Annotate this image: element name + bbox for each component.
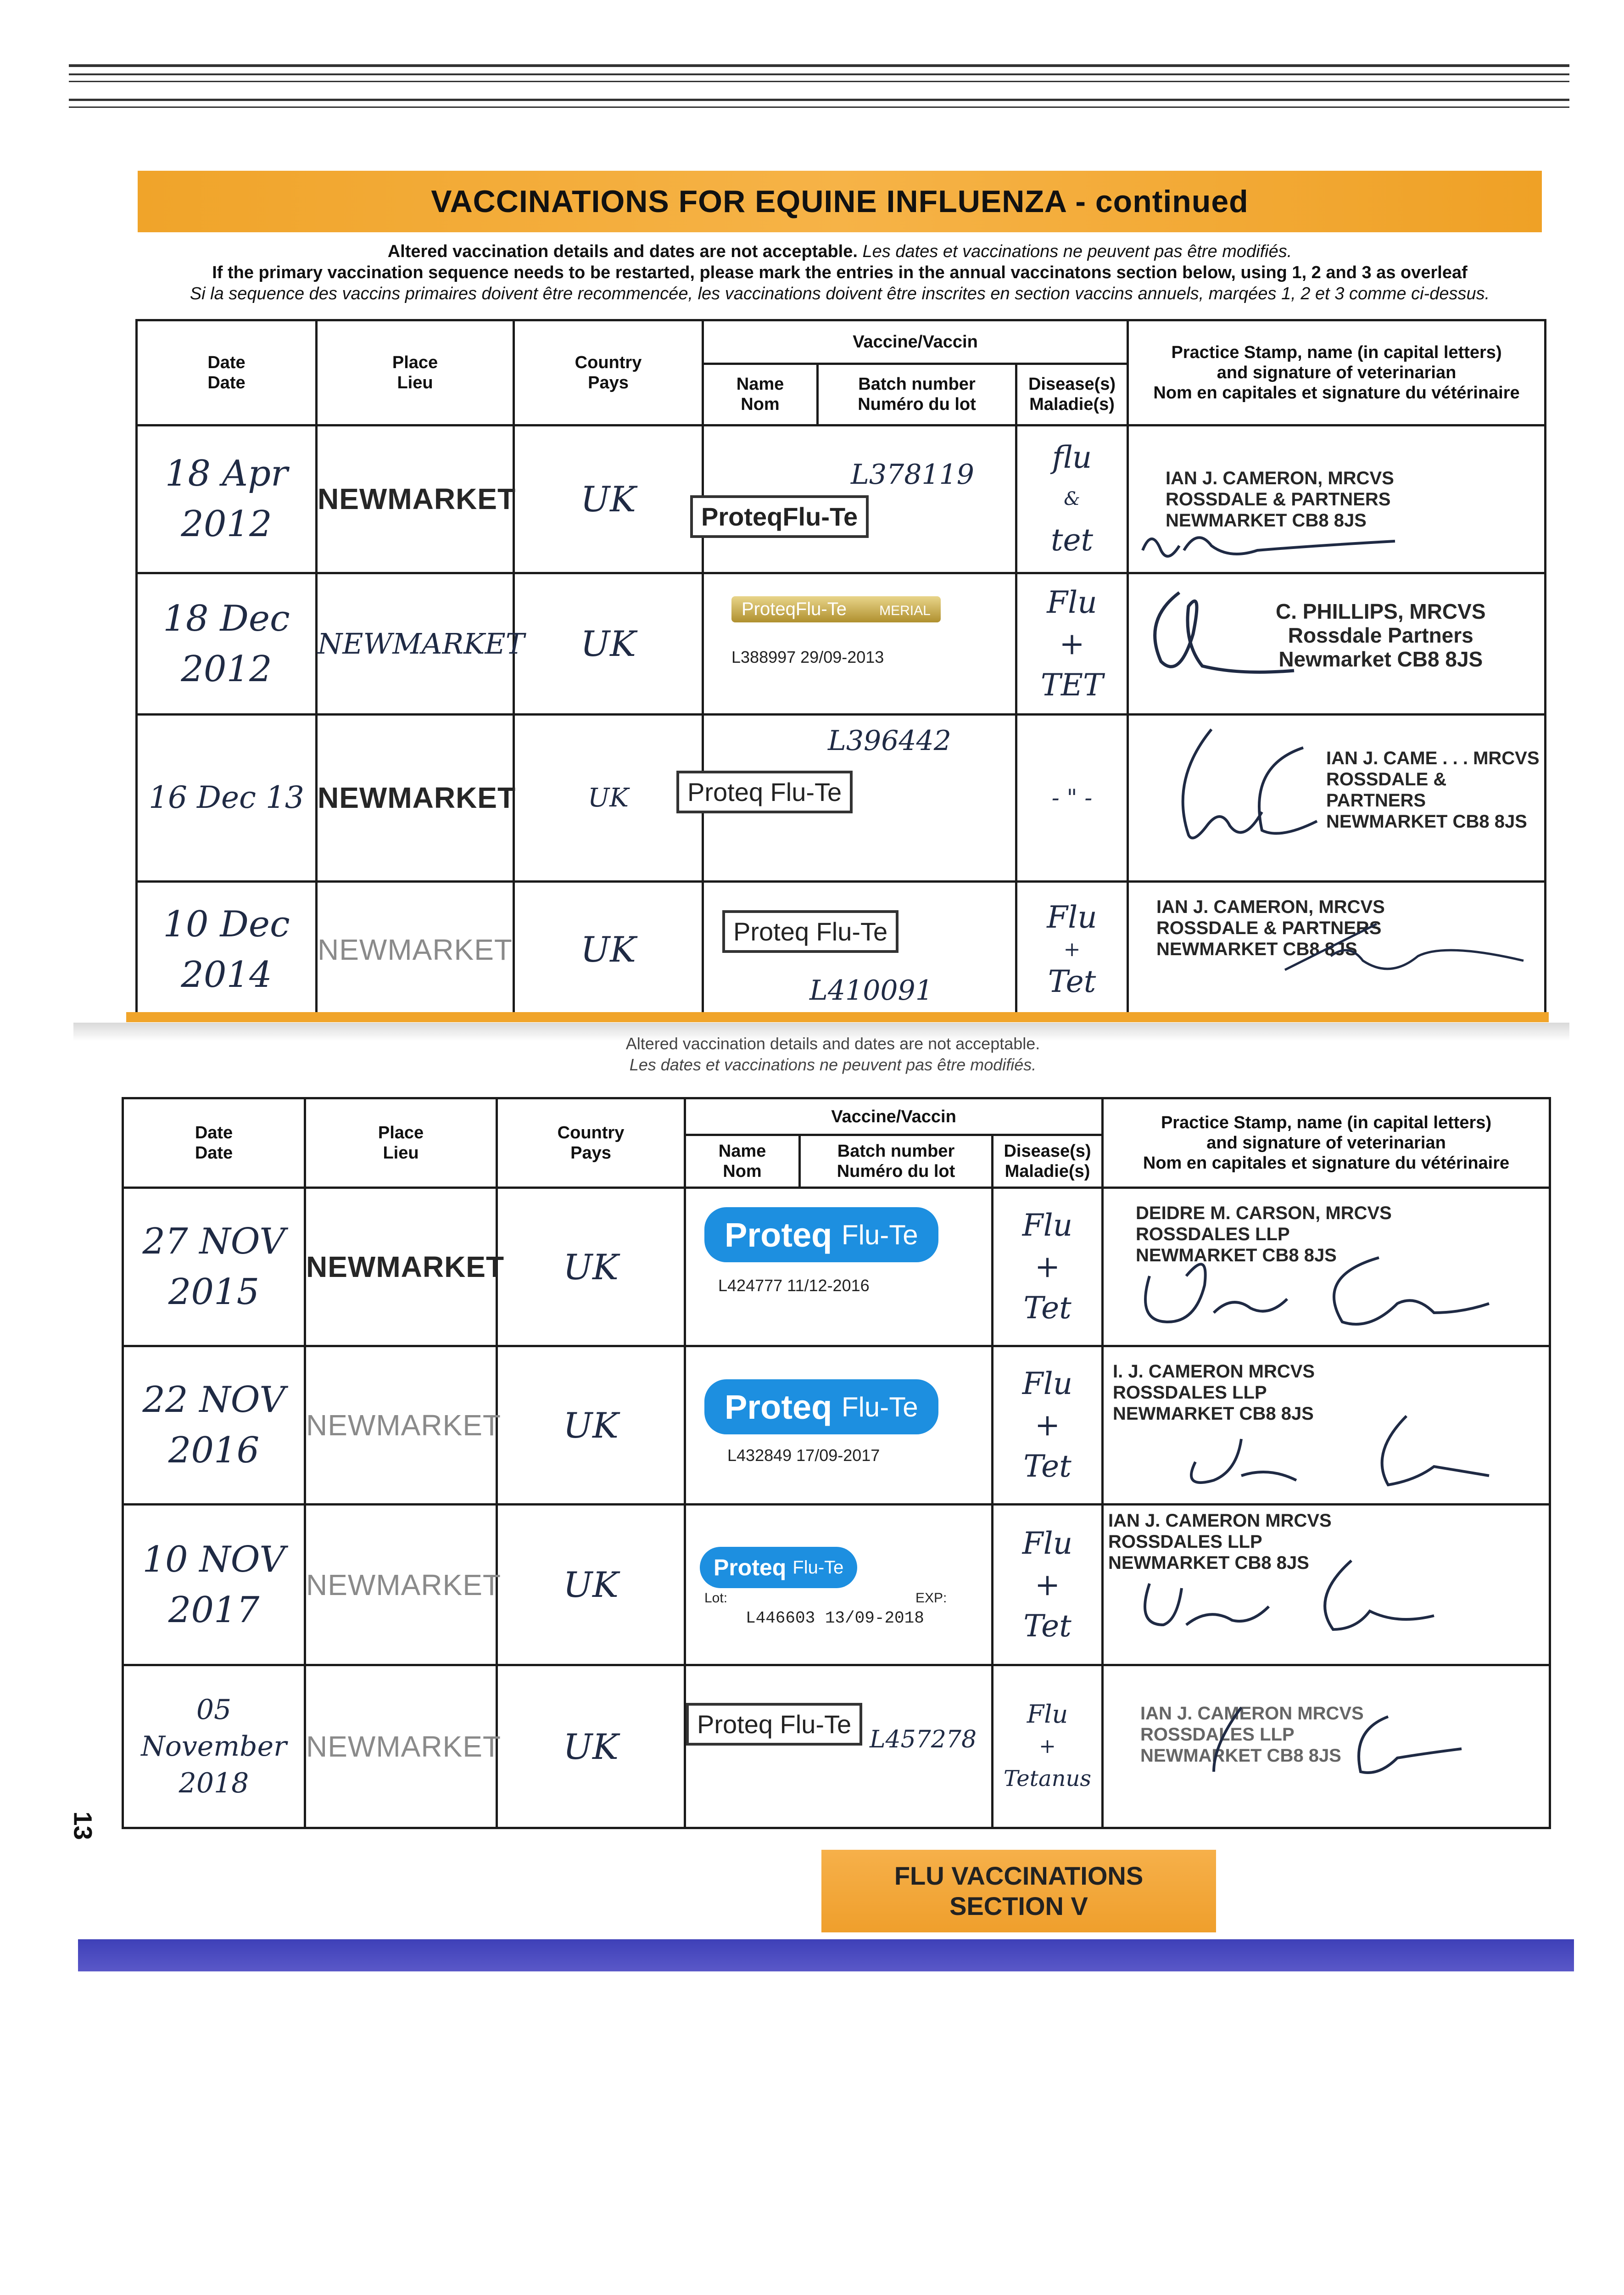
col-batch: Batch number Numéro du lot <box>800 1135 993 1188</box>
top-rule <box>69 81 1569 82</box>
vaccine-stamp: Proteq Flu-Te <box>676 771 853 813</box>
vaccine-label: Proteq Flu-Te <box>704 1379 938 1434</box>
table-row: 18 Dec 2012 NEWMARKET UK ProteqFlu-Te MERIAL L388997 29/09-2013 Flu + TET C. PHILLIPS, MRCVS Rossdale Partners Newmarket CB8 8JS <box>137 573 1546 714</box>
batch-number: L396442 <box>828 724 951 757</box>
page-title: VACCINATIONS FOR EQUINE INFLUENZA - continued <box>431 184 1249 219</box>
batch-number: L378119 <box>851 458 974 491</box>
vaccination-table-2 <box>122 1097 1551 1829</box>
col-name: Name Nom <box>685 1135 800 1188</box>
restart-note: If the primary vaccination sequence needs to be restarted, please mark the entries in the annual vaccinatons section below, using 1, 2 and 3 as overleaf <box>212 263 1468 282</box>
col-place: Place Lieu <box>317 320 514 425</box>
col-stamp: Practice Stamp, name (in capital letters) and signature of veterinarian Nom en capitales et signature du vétérinaire <box>1128 320 1546 425</box>
vet-signature <box>1113 1547 1526 1657</box>
table-row: 27 NOV 2015 NEWMARKET UK Proteq Flu-Te L424777 11/12-2016 Flu + Tet DEIDRE M. CARSON, MRCVS ROSSDALES LLP NEWMARKET CB8 8JS <box>123 1188 1550 1346</box>
purple-footer-bar <box>78 1939 1574 1971</box>
practice-stamp: IAN J. CAMERON MRCVS ROSSDALES LLP NEWMARKET CB8 8JS <box>1140 1703 1364 1766</box>
table-row: 05 November 2018 NEWMARKET UK Proteq Flu-Te L457278 Flu + Tetanus IAN J. CAMERON MRCVS ROSSDALES LLP NEWMARKET CB8 8JS <box>123 1665 1550 1828</box>
table-row: 16 Dec 13 NEWMARKET UK L396442 Proteq Flu-Te - " - IAN J. CAME . . . MRCVS ROSSDALE & PARTNERS NEWMARKET CB8 8JS <box>137 714 1546 881</box>
practice-stamp: IAN J. CAMERON, MRCVS ROSSDALE & PARTNERS NEWMARKET CB8 8JS <box>1156 896 1385 959</box>
table-row: 10 NOV 2017 NEWMARKET UK Proteq Flu-Te Lot: EXP: L446603 13/09-2018 Flu + Tet IAN J. CAMERON MRCVS ROSSDALES LLP NEWMARKET CB8 8JS <box>123 1505 1550 1665</box>
exp-label: EXP: <box>915 1590 947 1606</box>
page-number: 13 <box>68 1811 98 1840</box>
vet-signature <box>1267 901 1537 993</box>
vaccine-stamp: Proteq Flu-Te <box>722 910 899 953</box>
top-rule <box>69 99 1569 101</box>
top-rule <box>69 106 1569 108</box>
practice-stamp: DEIDRE M. CARSON, MRCVS ROSSDALES LLP NEWMARKET CB8 8JS <box>1136 1203 1392 1265</box>
col-vaccine: Vaccine/Vaccin <box>703 320 1128 364</box>
overlap-strip <box>126 1012 1549 1022</box>
vaccine-label: Proteq Flu-Te <box>704 1207 938 1262</box>
vaccination-table-1 <box>135 319 1546 1019</box>
col-vaccine: Vaccine/Vaccin <box>685 1098 1103 1135</box>
col-date: Date Date <box>123 1098 305 1188</box>
practice-stamp: IAN J. CAME . . . MRCVS ROSSDALE & PARTNERS NEWMARKET CB8 8JS <box>1326 748 1540 832</box>
batch-number: L410091 <box>809 974 933 1007</box>
col-batch: Batch number Numéro du lot <box>818 364 1016 425</box>
practice-stamp: C. PHILLIPS, MRCVS Rossdale Partners Newmarket CB8 8JS <box>1276 599 1486 672</box>
batch-label: L446603 13/09-2018 <box>746 1609 924 1628</box>
table-row: 18 Apr 2012 NEWMARKET UK L378119 ProteqFlu-Te flu & tet IAN J. CAMERON, MRCVS ROSSDALE & PARTNERS NEWMARKET CB8 8JS <box>137 425 1546 573</box>
lot-label: Lot: <box>704 1590 728 1606</box>
col-stamp: Practice Stamp, name (in capital letters) and signature of veterinarian Nom en capitales et signature du vétérinaire <box>1103 1098 1550 1188</box>
vaccine-label: Proteq Flu-Te <box>700 1547 857 1588</box>
vet-signature <box>1150 1398 1540 1499</box>
section-footer-box: FLU VACCINATIONS SECTION V <box>821 1850 1216 1932</box>
col-country: Country Pays <box>497 1098 685 1188</box>
practice-stamp: IAN J. CAMERON MRCVS ROSSDALES LLP NEWMARKET CB8 8JS <box>1108 1511 1332 1573</box>
vet-signature <box>1133 523 1501 573</box>
col-date: Date Date <box>137 320 317 425</box>
alteration-note: Altered vaccination details and dates are not acceptable. Les dates et vaccinations ne peuvent pas être modifiés. <box>387 242 1292 261</box>
vet-signature <box>1122 1226 1535 1345</box>
vet-signature <box>1159 1689 1535 1790</box>
mid-note: Altered vaccination details and dates are not acceptable. <box>625 1034 1040 1053</box>
col-disease: Disease(s) Maladie(s) <box>993 1135 1103 1188</box>
practice-stamp: IAN J. CAMERON, MRCVS ROSSDALE & PARTNERS NEWMARKET CB8 8JS <box>1166 468 1394 531</box>
table-row: 10 Dec 2014 NEWMARKET UK Proteq Flu-Te L410091 Flu + Tet IAN J. CAMERON, MRCVS ROSSDALE & PARTNERS NEWMARKET CB8 8JS <box>137 881 1546 1018</box>
section-title-banner <box>138 171 1542 232</box>
top-rule <box>69 64 1569 67</box>
mid-note-fr: Les dates et vaccinations ne peuvent pas être modifiés. <box>629 1055 1037 1074</box>
batch-number: L457278 <box>870 1726 977 1753</box>
table-row: 22 NOV 2016 NEWMARKET UK Proteq Flu-Te L432849 17/09-2017 Flu + Tet I. J. CAMERON MRCVS ROSSDALES LLP NEWMARKET CB8 8JS <box>123 1346 1550 1505</box>
batch-label: L432849 17/09-2017 <box>727 1446 880 1465</box>
batch-label: L388997 29/09-2013 <box>731 648 884 667</box>
restart-note-fr: Si la sequence des vaccins primaires doivent être recommencée, les vaccinations doivent être inscrites en section vaccins annuels, marqées 1, 2 et 3 comme ci-dessus. <box>190 284 1490 303</box>
col-place: Place Lieu <box>305 1098 497 1188</box>
vaccine-stamp: ProteqFlu-Te <box>690 495 869 538</box>
batch-label: L424777 11/12-2016 <box>718 1276 870 1295</box>
col-country: Country Pays <box>514 320 703 425</box>
vaccine-stamp: Proteq Flu-Te <box>686 1703 862 1746</box>
col-disease: Disease(s) Maladie(s) <box>1016 364 1128 425</box>
top-rule <box>69 73 1569 75</box>
vaccine-label: ProteqFlu-Te MERIAL <box>731 596 941 622</box>
col-name: Name Nom <box>703 364 818 425</box>
practice-stamp: I. J. CAMERON MRCVS ROSSDALES LLP NEWMARKET CB8 8JS <box>1113 1361 1315 1424</box>
